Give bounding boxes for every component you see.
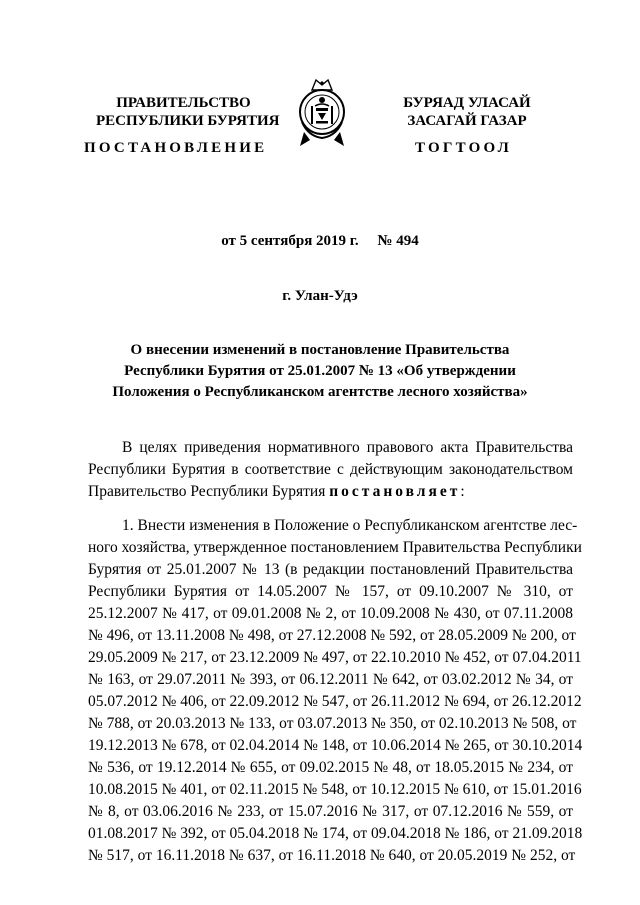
- decree-verb: постановляет: [329, 483, 461, 500]
- title-line: Республики Бурятия от 25.01.2007 № 13 «Об утверждении: [124, 363, 516, 379]
- item-line: № 517, от 16.11.2018 № 637, от 16.11.2018 № 640, от 20.05.2019 № 252, от: [88, 847, 576, 864]
- item-line: 19.12.2013 № 678, от 02.04.2014 № 148, от 10.06.2014 № 265, от 30.10.2014: [88, 737, 583, 754]
- item-line: № 788, от 20.03.2013 № 133, от 03.07.2013 № 350, от 02.10.2013 № 508, от: [88, 715, 577, 732]
- item-line: 05.07.2012 № 406, от 22.09.2012 № 547, от 26.11.2012 № 694, от 26.12.2012: [88, 693, 582, 710]
- item-line: № 536, от 19.12.2014 № 655, от 09.02.2015 № 48, от 18.05.2015 № 234, от: [88, 759, 573, 776]
- date-number: от 5 сентября 2019 г. № 494: [221, 233, 419, 249]
- item-line: Республики Бурятия от 14.05.2007 № 157, от 09.10.2007 № 310, от: [88, 583, 573, 600]
- header-right-line: БУРЯАД УЛАСАЙ: [403, 95, 531, 111]
- header-left-line: РЕСПУБЛИКИ БУРЯТИЯ: [96, 113, 280, 129]
- item-line: № 496, от 13.11.2008 № 498, от 27.12.2008 № 592, от 28.05.2009 № 200, от: [88, 627, 576, 644]
- preamble-last-line: [88, 481, 573, 503]
- preamble-last-prefix: Правительство Республики Бурятия: [88, 483, 330, 500]
- title-line: Положения о Республиканском агентстве лесного хозяйства»: [112, 384, 528, 400]
- item-line: ного хозяйства, утвержденное постановлением Правительства Республики: [88, 539, 582, 556]
- item-line: № 163, от 29.07.2011 № 393, от 06.12.2011 № 642, от 03.02.2012 № 34, от: [88, 671, 573, 688]
- title-line: О внесении изменений в постановление Правительства: [130, 342, 510, 358]
- item-line: 29.05.2009 № 217, от 23.12.2009 № 497, от 22.10.2010 № 452, от 07.04.2011: [88, 649, 582, 666]
- doc-type-ru: ПОСТАНОВЛЕНИЕ: [84, 140, 268, 156]
- city: г. Улан-Удэ: [282, 288, 358, 304]
- item-line: 1. Внести изменения в Положение о Республиканском агентстве лес-: [122, 517, 578, 534]
- doc-type-bua: ТОГТООЛ: [415, 140, 512, 156]
- header-left: [96, 94, 280, 130]
- preamble-paragraph: [88, 437, 573, 503]
- preamble-line: Республики Бурятия в соответствие с действующим законодательством: [88, 461, 573, 478]
- item-line: 25.12.2007 № 417, от 09.01.2008 № 2, от 10.09.2008 № 430, от 07.11.2008: [88, 605, 573, 622]
- coat-of-arms-icon: [294, 76, 350, 152]
- preamble-line: В целях приведения нормативного правового акта Правительства: [122, 439, 573, 456]
- item-line: № 8, от 03.06.2016 № 233, от 15.07.2016 № 317, от 07.12.2016 № 559, от: [88, 803, 573, 820]
- document-title: [60, 340, 580, 403]
- item-line: 01.08.2017 № 392, от 05.04.2018 № 174, от 09.04.2018 № 186, от 21.09.2018: [88, 825, 583, 842]
- header-right: [392, 94, 542, 130]
- header-right-line: ЗАСАГАЙ ГАЗАР: [407, 113, 527, 129]
- item-1-paragraph: [88, 515, 583, 867]
- item-line: Бурятия от 25.01.2007 № 13 (в редакции постановлений Правительства: [88, 561, 573, 578]
- header-left-line: ПРАВИТЕЛЬСТВО: [116, 95, 251, 111]
- item-line: 10.08.2015 № 401, от 02.11.2015 № 548, от 10.12.2015 № 610, от 15.01.2016: [88, 781, 582, 798]
- preamble-last-suffix: :: [460, 483, 465, 500]
